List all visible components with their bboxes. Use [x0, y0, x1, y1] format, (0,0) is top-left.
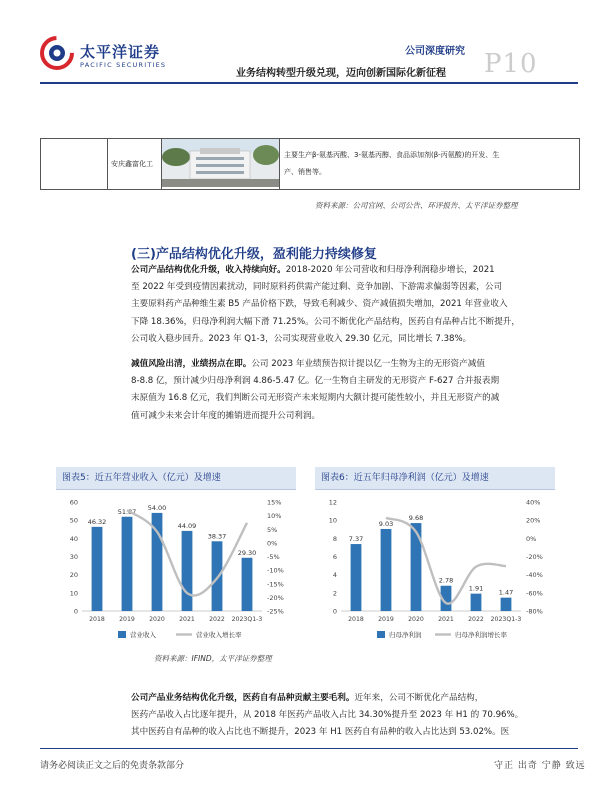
data-label: 54.00: [147, 503, 167, 512]
para-text: 近年来，公司不断优化产品结构，: [354, 693, 484, 703]
data-label: 44.09: [177, 521, 197, 530]
y2-tick-label: 20%: [526, 516, 541, 525]
y-tick-label: 60: [69, 498, 78, 507]
x-tick-label: 2022: [209, 616, 225, 623]
y2-tick-label: -10%: [267, 566, 284, 575]
para-lead: 减值风险出清，业绩拐点在即。: [131, 359, 252, 369]
x-tick-label: 2021: [179, 616, 195, 623]
y2-tick-label: 10%: [267, 512, 282, 521]
y2-tick-label: -80%: [526, 607, 543, 616]
bar: [92, 527, 103, 611]
desc-line: 主要生产β-氨基丙酸、3-氨基丙醇、食品添加剂(β-丙氨酸)的开发、生: [284, 151, 500, 159]
chart-revenue-svg: [56, 490, 296, 646]
data-label: 9.68: [408, 514, 424, 523]
para-line: 下降 18.36%，归母净利润大幅下滑 71.25%。公司不断优化产品结构，医药自有品种占比不断提升，: [131, 316, 520, 327]
bar: [122, 517, 133, 611]
chart-profit-svg: [315, 490, 555, 646]
y2-tick-label: 15%: [267, 498, 282, 507]
report-kind: 公司深度研究: [405, 46, 465, 57]
y2-tick-label: -5%: [267, 553, 280, 561]
y-tick-label: 0: [73, 607, 78, 616]
paragraph-revenue: [131, 262, 568, 348]
header-divider: [40, 82, 578, 84]
x-tick-label: 2020: [149, 616, 165, 623]
x-tick-label: 2022: [468, 616, 484, 623]
data-label: 29.30: [237, 548, 257, 557]
x-tick-label: 2019: [378, 616, 394, 623]
footer-divider: [40, 748, 578, 749]
para-line: [131, 262, 568, 279]
bar: [212, 541, 223, 611]
desc-line: 产、销售等。: [284, 168, 326, 176]
para-line: 值可减少未来会计年度的摊销进而提升公司利润。: [131, 410, 321, 421]
chart-title: 图表6：近五年归母净利润（亿元）及增速: [315, 467, 555, 490]
para-line: 其中医药自有品种的收入占比也不断提升，2023 年 H1 医药自有品种的收入占比达到 53.02%。医: [131, 727, 510, 738]
y2-tick-label: -25%: [267, 607, 284, 616]
y2-tick-label: -20%: [526, 553, 543, 561]
para-line: [131, 356, 568, 373]
legend-swatch-bar: [377, 631, 385, 638]
y2-tick-label: -40%: [526, 571, 543, 580]
y-tick-label: 8: [332, 534, 337, 543]
x-tick-label: 2018: [348, 616, 364, 623]
bar: [471, 594, 482, 611]
para-line: [131, 690, 568, 707]
chart-revenue: [56, 467, 296, 645]
y-tick-label: 10: [69, 589, 78, 598]
x-tick-label: 2018: [89, 616, 105, 623]
data-label: 2.78: [438, 576, 454, 585]
paragraph-structure: [131, 690, 568, 742]
table-cell-company: 安庆鑫富化工: [108, 139, 162, 190]
y2-tick-label: 0%: [526, 534, 537, 543]
data-label: 46.32: [87, 517, 107, 526]
x-tick-label: 2019: [119, 616, 135, 623]
page-number: P10: [484, 49, 538, 79]
bar: [351, 544, 362, 611]
data-label: 38.37: [207, 532, 227, 541]
legend-label: 归母净利润: [389, 631, 422, 639]
para-line: 公司收入稳步回升。2023 年 Q1-3，公司实现营业收入 29.30 亿元，同比增长 7.38%。: [131, 333, 472, 344]
table-row: [41, 139, 580, 190]
x-tick-label: 2021: [438, 616, 454, 623]
y-tick-label: 10: [328, 516, 337, 525]
bar: [501, 598, 512, 611]
x-tick-label: 2023Q1-3: [490, 616, 522, 623]
data-label: 1.47: [498, 588, 514, 597]
para-lead: 公司产品业务结构优化升级，医药自有品种贡献主要毛利。: [131, 693, 355, 703]
data-label: 51.87: [117, 507, 137, 516]
footer-disclaimer: 请务必阅读正文之后的免责条款部分: [40, 761, 185, 771]
table-cell-empty: [41, 139, 108, 190]
section-title: (三)产品结构优化升级，盈利能力持续修复: [131, 247, 377, 262]
legend-label: 营业收入增长率: [196, 631, 242, 639]
paragraph-impairment: [131, 356, 568, 425]
y-tick-label: 2: [332, 589, 337, 598]
y2-tick-label: -60%: [526, 589, 543, 598]
y-tick-label: 0: [332, 607, 337, 616]
legend-label: 营业收入: [130, 631, 156, 639]
para-line: 8-8.8 亿，预计减少归母净利润 4.86-5.47 亿。亿一生物自主研发的无形资产 F-627 合并报表期: [131, 376, 500, 387]
y2-tick-label: -20%: [267, 593, 284, 602]
chart-title: 图表5：近五年营业收入（亿元）及增速: [56, 467, 296, 490]
para-lead: 公司产品结构优化升级，收入持续向好。: [131, 265, 286, 275]
bar: [182, 531, 193, 611]
y2-tick-label: 5%: [267, 525, 278, 534]
y-tick-label: 12: [328, 498, 337, 507]
y2-tick-label: 0%: [267, 539, 278, 548]
x-tick-label: 2023Q1-3: [231, 616, 263, 623]
footer-motto: 守正 出奇 宁静 致远: [494, 761, 586, 771]
y-tick-label: 50: [69, 516, 78, 525]
company-logo-icon: [40, 36, 74, 70]
y2-tick-label: 40%: [526, 498, 541, 507]
para-line: 医药产品收入占比逐年提升，从 2018 年医药产品收入占比 34.30%提升至 2023 年 H1 的 70.96%。: [131, 710, 524, 721]
source-note: 资料来源：公司官网、公司公告、环评报告、太平洋证券整理: [315, 201, 518, 210]
para-text: 2018-2020 年公司营收和归母净利润稳步增长，2021: [285, 265, 495, 275]
para-line: 末原值为 16.8 亿元，我们判断公司无形资产未来短期内大额计提可能性较小，并且无形资产的减: [131, 393, 500, 404]
table-cell-desc: [280, 139, 580, 190]
y2-tick-label: -15%: [267, 580, 284, 589]
report-title: 业务结构转型升级兑现，迈向创新国际化新征程: [236, 68, 446, 79]
data-label: 7.37: [348, 535, 364, 544]
para-line: 主要原料药产品种维生素 B5 产品价格下跌，导致毛利减少、资产减值损失增加，2021 年营业收入: [131, 299, 508, 310]
factory-photo: [162, 139, 280, 190]
y-tick-label: 4: [332, 571, 337, 580]
legend-swatch-bar: [118, 631, 126, 638]
logo-text-en: PACIFIC SECURITIES: [80, 61, 167, 69]
para-text: 公司 2023 年业绩预告拟计提以亿一生物为主的无形资产减值: [251, 359, 485, 369]
legend-label: 归母净利润增长率: [455, 631, 507, 639]
bar: [381, 529, 392, 611]
bar: [242, 558, 253, 611]
data-label: 9.03: [378, 519, 394, 528]
source-note: 资料来源：IFIND，太平洋证券整理: [154, 654, 272, 663]
y-tick-label: 6: [332, 553, 337, 561]
x-tick-label: 2020: [408, 616, 424, 623]
para-line: 至 2022 年受到疫情因素扰动，同时原料药供需产能过剩、竞争加剧、下游需求偏弱等因素，公司: [131, 282, 503, 293]
data-label: 1.91: [468, 584, 484, 593]
y-tick-label: 30: [69, 553, 78, 561]
chart-profit: [315, 467, 555, 645]
y-tick-label: 40: [69, 534, 78, 543]
subsidiary-table: [40, 138, 580, 190]
y-tick-label: 20: [69, 571, 78, 580]
logo-text-cn: 太平洋证券: [80, 43, 161, 61]
